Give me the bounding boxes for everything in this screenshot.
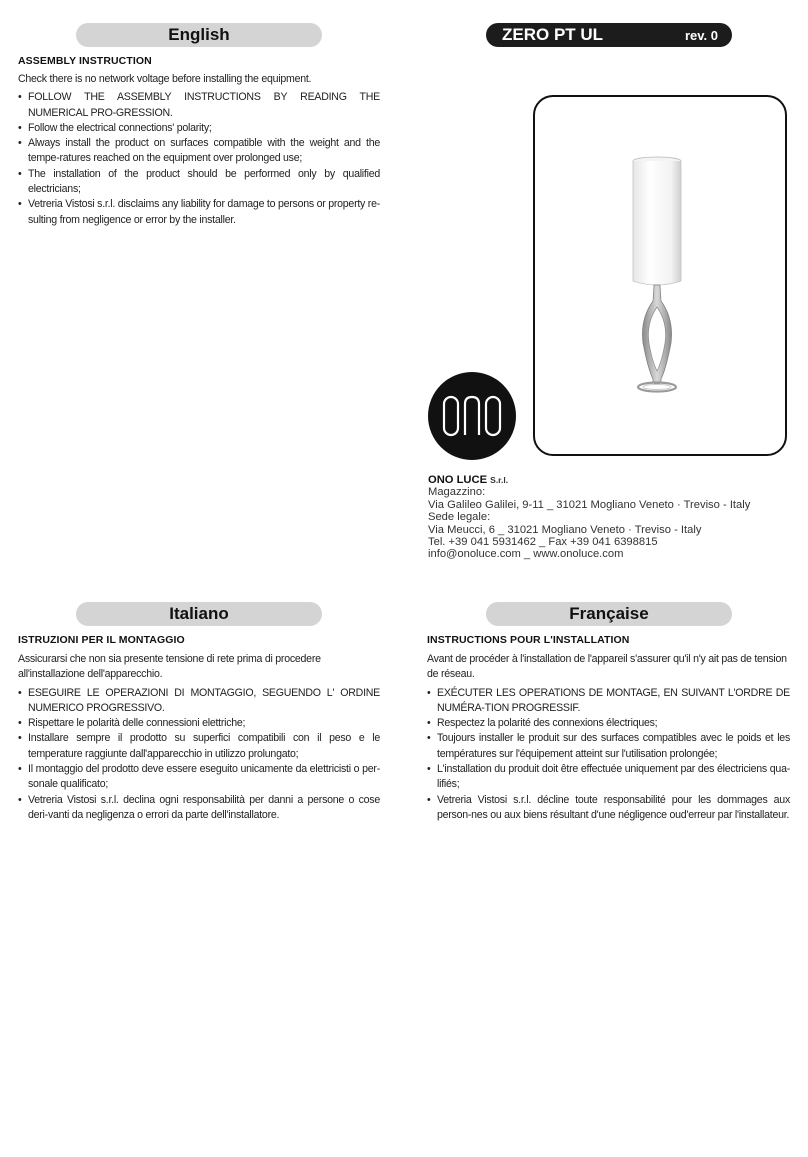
company-suffix: S.r.l.: [490, 475, 509, 485]
italiano-header-label: Italiano: [169, 604, 229, 623]
list-item: • Toujours installer le produit sur des surfaces compatibles avec le poids et les températures sur l'équipement atteint sur l'utilisation prolongée;: [427, 731, 790, 762]
francais-intro: Avant de procéder à l'installation de l'appareil s'assurer qu'il n'y ait pas de tension de réseau.: [427, 653, 787, 681]
list-item: • ESEGUIRE LE OPERAZIONI DI MONTAGGIO, SEGUENDO L' ORDINE NUMERICO PROGRESSIVO.: [18, 686, 380, 717]
warehouse-label: Magazzino:: [428, 486, 486, 499]
list-item: • Follow the electrical connections' polarity;: [18, 121, 380, 136]
francais-section-header: [486, 602, 732, 626]
english-intro: Check there is no network voltage before installing the equipment.: [18, 73, 312, 85]
francais-instruction-list: [427, 686, 790, 824]
list-item: • L'installation du produit doit être effectuée uniquement par des électriciens qua-lifiés;: [427, 762, 790, 793]
company-name: ONO LUCE: [428, 474, 488, 486]
warehouse-address: Via Galileo Galilei, 9-11 _ 31021 Mogliano Veneto · Treviso - Italy: [428, 498, 751, 511]
list-item: • EXÉCUTER LES OPERATIONS DE MONTAGE, EN SUIVANT L'ORDRE DE NUMÉRA-TION PROGRESSIF.: [427, 686, 790, 717]
ono-logo-icon: [428, 372, 516, 460]
product-image-frame: [533, 95, 787, 456]
list-item: • Vetreria Vistosi s.r.l. declina ogni responsabilità per danni a persone o cose deri-vanti da negligenza o errori da parte dell'installatore.: [18, 793, 380, 824]
francais-header-label: Française: [569, 604, 649, 623]
revision-label: rev. 0: [684, 28, 718, 43]
contact-links: info@onoluce.com _ www.onoluce.com: [428, 548, 624, 561]
model-header: [486, 23, 732, 47]
legal-label: Sede legale:: [428, 511, 491, 524]
list-item: • Always install the product on surfaces compatible with the weight and the tempe-ratures reached on the equipment over prolonged use;: [18, 136, 380, 167]
list-item: • FOLLOW THE ASSEMBLY INSTRUCTIONS BY READING THE NUMERICAL PRO-GRESSION.: [18, 90, 380, 121]
company-name-line: [428, 474, 788, 486]
list-item: • Vetreria Vistosi s.r.l. décline toute responsabilité pour les dommages aux person-nes ou aux biens résultant d'une négligence oud'erreur par l'installateur.: [427, 793, 790, 824]
floor-lamp-icon: [535, 97, 785, 454]
list-item: • Vetreria Vistosi s.r.l. disclaims any liability for damage to persons or property re-sulting from negligence or error by the installer.: [18, 197, 380, 228]
italiano-section-header: [76, 602, 322, 626]
list-item: • Respectez la polarité des connexions électriques;: [427, 716, 790, 731]
model-name: ZERO PT UL: [502, 25, 604, 44]
phone-fax: Tel. +39 041 5931462 _ Fax +39 041 6398815: [428, 536, 658, 549]
list-item: • Installare sempre il prodotto su superfici compatibili con il peso e le temperature raggiunte dall'apparecchio in utilizzo prolungato;: [18, 731, 380, 762]
english-header-label: English: [168, 25, 230, 44]
english-body: [18, 72, 380, 228]
english-section-title: ASSEMBLY INSTRUCTION: [18, 55, 152, 67]
english-instruction-list: [18, 90, 380, 228]
italiano-instruction-list: [18, 686, 380, 824]
list-item: • Il montaggio del prodotto deve essere eseguito unicamente da elettricisti o per-sonale qualificato;: [18, 762, 380, 793]
english-section-header: [76, 23, 322, 47]
list-item: • Rispettare le polarità delle connessioni elettriche;: [18, 716, 380, 731]
company-address: [428, 474, 788, 561]
italiano-intro: Assicurarsi che non sia presente tensione di rete prima di procedere all'installazione dell'apparecchio.: [18, 653, 321, 681]
francais-section-title: INSTRUCTIONS POUR L'INSTALLATION: [427, 634, 630, 646]
legal-address: Via Meucci, 6 _ 31021 Mogliano Veneto · Treviso - Italy: [428, 523, 702, 536]
italiano-body: [18, 652, 380, 823]
italiano-section-title: ISTRUZIONI PER IL MONTAGGIO: [18, 634, 185, 646]
francais-body: [427, 652, 790, 823]
list-item: • The installation of the product should be performed only by qualified electricians;: [18, 167, 380, 198]
